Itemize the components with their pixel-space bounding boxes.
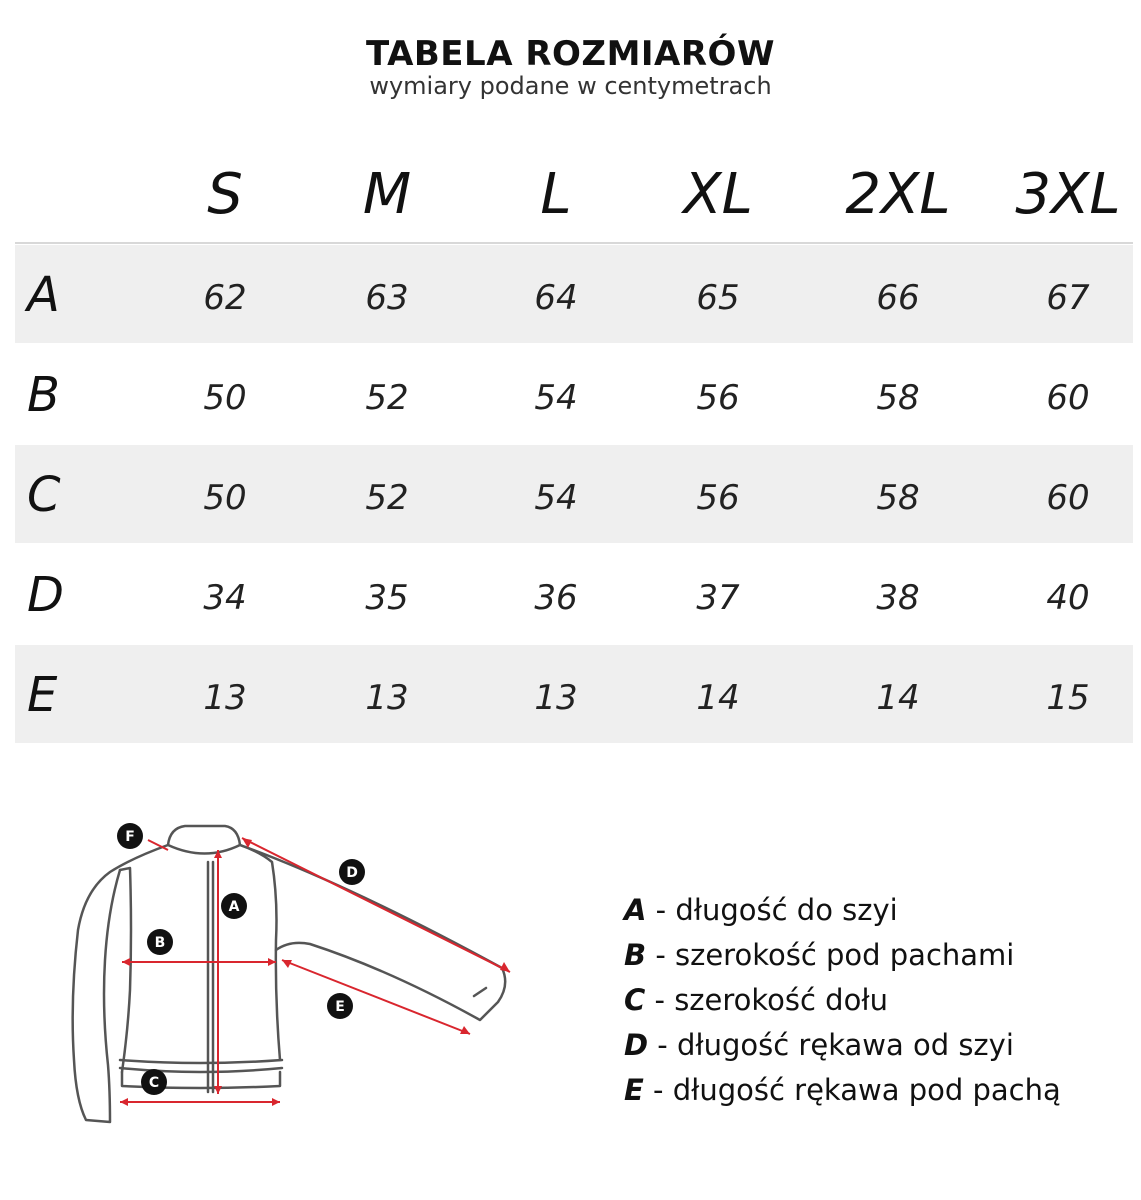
- table-cell: 62: [203, 278, 247, 318]
- size-header-s: S: [207, 162, 243, 227]
- table-cell: 54: [534, 478, 578, 518]
- table-cell: 13: [203, 678, 247, 718]
- jacket-outline: [73, 826, 506, 1122]
- svg-text:E: E: [335, 999, 345, 1015]
- table-cell: 37: [696, 578, 740, 618]
- marker-e-icon: [327, 993, 353, 1019]
- table-cell: 50: [203, 478, 247, 518]
- row-label: B: [27, 367, 60, 423]
- row-label: E: [27, 667, 58, 723]
- svg-text:C: C: [148, 1075, 160, 1091]
- table-cell: 58: [876, 478, 920, 518]
- marker-b-icon: [147, 929, 173, 955]
- table-cell: 56: [696, 378, 740, 418]
- diagram-markers: [117, 823, 365, 1095]
- table-cell: 15: [1046, 678, 1090, 718]
- svg-text:F: F: [125, 829, 135, 845]
- row-label: C: [27, 467, 61, 523]
- size-header-xl: XL: [683, 162, 753, 227]
- page-subtitle: wymiary podane w centymetrach: [369, 72, 772, 100]
- jacket-measurement-diagram: [50, 810, 530, 1130]
- legend-key: A: [624, 893, 647, 927]
- table-cell: 35: [365, 578, 409, 618]
- svg-text:D: D: [346, 865, 358, 881]
- legend-text: - szerokość dołu: [645, 983, 888, 1017]
- row-label: A: [27, 267, 60, 323]
- table-cell: 63: [365, 278, 409, 318]
- table-cell: 13: [365, 678, 409, 718]
- table-cell: 36: [534, 578, 578, 618]
- legend-text: - szerokość pod pachami: [646, 938, 1015, 972]
- measurement-legend: [624, 893, 1124, 1118]
- legend-item-b: [624, 938, 1124, 983]
- table-cell: 34: [203, 578, 247, 618]
- table-cell: 64: [534, 278, 578, 318]
- marker-d-icon: [339, 859, 365, 885]
- legend-key: C: [624, 983, 646, 1017]
- legend-item-a: [624, 893, 1124, 938]
- table-cell: 52: [365, 378, 409, 418]
- marker-c-icon: [141, 1069, 167, 1095]
- table-cell: 38: [876, 578, 920, 618]
- table-cell: 60: [1046, 478, 1090, 518]
- size-header-3xl: 3XL: [1015, 162, 1121, 227]
- table-row-d: [15, 545, 1133, 643]
- table-cell: 56: [696, 478, 740, 518]
- marker-a-icon: [221, 893, 247, 919]
- table-cell: 14: [696, 678, 740, 718]
- legend-item-d: [624, 1028, 1124, 1073]
- legend-key: E: [624, 1073, 644, 1107]
- table-cell: 67: [1046, 278, 1090, 318]
- table-cell: 40: [1046, 578, 1090, 618]
- legend-text: - długość rękawa od szyi: [648, 1028, 1014, 1062]
- legend-text: - długość do szyi: [646, 893, 898, 927]
- legend-item-c: [624, 983, 1124, 1028]
- table-row-b: [15, 345, 1133, 443]
- table-cell: 66: [876, 278, 920, 318]
- svg-text:A: A: [228, 899, 240, 915]
- table-cell: 60: [1046, 378, 1090, 418]
- table-cell: 54: [534, 378, 578, 418]
- legend-key: B: [624, 938, 647, 972]
- row-label: D: [27, 567, 64, 623]
- svg-text:B: B: [154, 935, 166, 951]
- table-cell: 65: [696, 278, 740, 318]
- legend-text: - długość rękawa pod pachą: [643, 1073, 1061, 1107]
- legend-key: D: [624, 1028, 649, 1062]
- table-cell: 50: [203, 378, 247, 418]
- table-row-c: [15, 445, 1133, 543]
- size-header-l: L: [540, 162, 572, 227]
- table-row-a: [15, 245, 1133, 343]
- table-cell: 58: [876, 378, 920, 418]
- size-header-row: [15, 142, 1133, 244]
- marker-f-icon: [117, 823, 143, 849]
- legend-item-e: [624, 1073, 1124, 1118]
- page-title: TABELA ROZMIARÓW: [366, 34, 775, 74]
- table-cell: 52: [365, 478, 409, 518]
- size-header-m: M: [362, 162, 412, 227]
- table-row-e: [15, 645, 1133, 743]
- table-cell: 13: [534, 678, 578, 718]
- size-header-2xl: 2XL: [845, 162, 951, 227]
- table-cell: 14: [876, 678, 920, 718]
